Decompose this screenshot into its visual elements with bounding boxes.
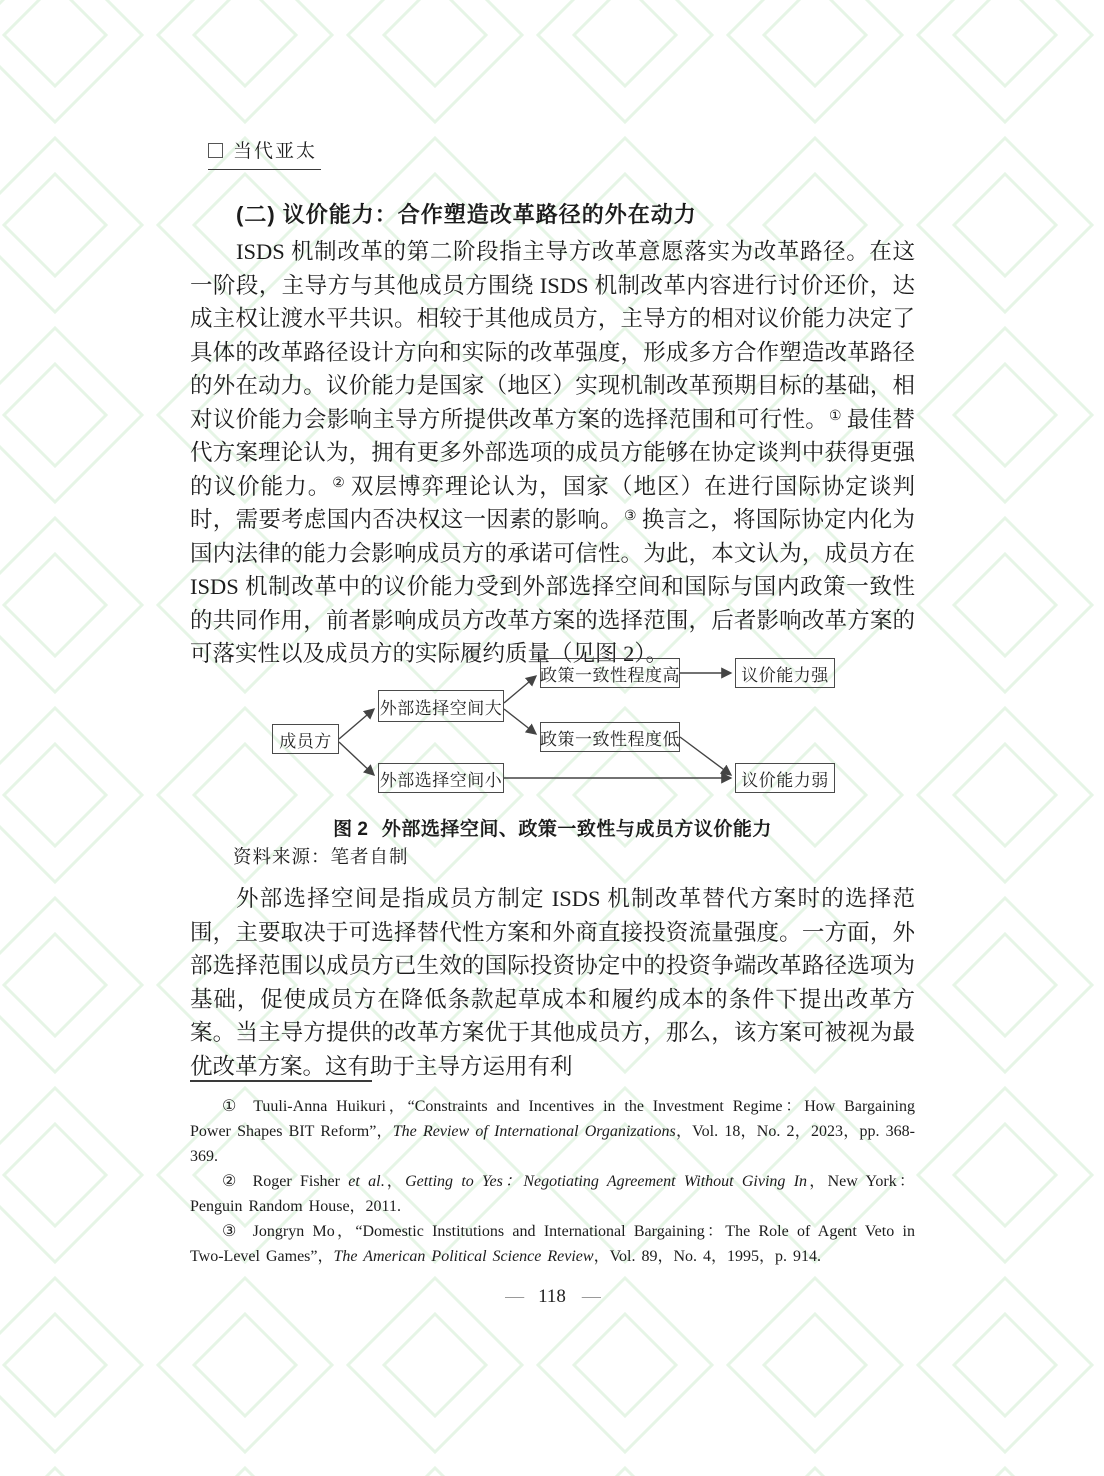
- page-number-value: 118: [538, 1286, 566, 1307]
- footnote-ref-3: ③: [623, 509, 637, 524]
- diagram-node-external-space-large: 外部选择空间大: [378, 690, 504, 722]
- footnote-text-italic: The Review of International Organizations: [392, 1123, 676, 1140]
- paragraph-1-text: ISDS 机制改革的第二阶段指主导方改革意愿落实为改革路径。在这一阶段，主导方与其他成员方围绕 ISDS 机制改革内容进行讨价还价，达成主权让渡水平共识。相较于其他成员方，主导方的相对议价能力决定了具体的改革路径设计方向和实际的改革强度，形成多方合作塑造改革路径的外在动力。议价能力是国家（地区）实现机制改革预期目标的基础，相对议价能力会影响主导方所提供改革方案的选择范围和可行性。: [190, 239, 915, 432]
- page-number: [0, 1286, 1104, 1308]
- figure-caption-label: 图 2: [333, 819, 368, 840]
- footnote-item-1: [190, 1094, 915, 1169]
- diagram-node-member: 成员方: [272, 724, 339, 754]
- diagram-node-policy-consistency-high: 政策一致性程度高: [540, 658, 680, 688]
- figure-caption-title: 外部选择空间、政策一致性与成员方议价能力: [381, 819, 772, 840]
- square-marker-icon: [208, 143, 223, 158]
- paragraph-2: 外部选择空间是指成员方制定 ISDS 机制改革替代方案时的选择范围，主要取决于可选择替代性方案和外商直接投资流量强度。一方面，外部选择范围以成员方已生效的国际投资协定中的投资争端改革路径选项为基础，促使成员方在降低条款起草成本和履约成本的条件下提出改革方案。当主导方提供的改革方案优于其他成员方，那么，该方案可被视为最优改革方案。这有助于主导方运用有利: [190, 886, 915, 1079]
- section-heading: (二) 议价能力：合作塑造改革路径的外在动力: [236, 202, 697, 227]
- journal-running-head: [208, 136, 321, 170]
- footnote-text: Jongryn Mo，“Domestic Institutions and International Bargaining：The Role of Agent Veto in Two-Level Games”，: [190, 1223, 915, 1265]
- footnote-text: .，: [380, 1173, 406, 1190]
- figure-2-diagram: [190, 648, 915, 808]
- footnote-item-3: [190, 1219, 915, 1269]
- paragraph-1-text: 换言之，将国际协定内化为国内法律的能力会影响成员方的承诺可信性。为此，本文认为，成员方在 ISDS 机制改革中的议价能力受到外部选择空间和国际与国内政策一致性的共同作用，前者影响成员方改革方案的选择范围，后者影响改革方案的可落实性以及成员方的实际履约质量（见图 2）。: [190, 507, 915, 666]
- diagram-node-policy-consistency-low: 政策一致性程度低: [540, 722, 680, 752]
- footnote-item-2: [190, 1169, 915, 1219]
- footnote-text-italic: Getting to Yes：Negotiating Agreement Without Giving In: [405, 1173, 808, 1190]
- paragraph-1-text: 双层博弈理论认为，国家（地区）在进行国际协定谈判时，需要考虑国内否决权这一因素的影响。: [190, 473, 915, 532]
- footnote-text: Roger Fisher: [252, 1173, 349, 1190]
- footnote-ref-1: ①: [829, 408, 842, 424]
- footnote-text-italic: et al: [348, 1173, 381, 1190]
- footnote-text: ，New York：Penguin Random House，2011.: [190, 1173, 915, 1215]
- diagram-node-bargaining-strong: 议价能力强: [735, 658, 835, 688]
- page-number-dash-left: —: [505, 1286, 523, 1307]
- footnote-text: Tuuli-Anna Huikuri，“Constraints and Incentives in the Investment Regime：How Bargaining Power Shapes BIT Reform”，: [190, 1098, 915, 1140]
- footnote-text: ，Vol. 89，No. 4，1995，p. 914.: [593, 1248, 822, 1265]
- journal-title: 当代亚太: [233, 141, 318, 162]
- paragraph-1: [190, 235, 915, 671]
- footnote-text: ，Vol. 18，No. 2，2023，pp. 368-369.: [190, 1123, 915, 1165]
- paragraph-1-text: 最佳替代方案理论认为，拥有更多外部选项的成员方能够在协定谈判中获得更强的议价能力。: [190, 406, 915, 499]
- footnote-text-italic: The American Political Science Review: [333, 1248, 594, 1265]
- footnote-marker: ③: [222, 1223, 239, 1240]
- footnote-marker: ②: [222, 1173, 239, 1190]
- figure-caption: [190, 814, 915, 841]
- footnote-marker: ①: [222, 1098, 240, 1115]
- page-number-dash-right: —: [581, 1286, 599, 1307]
- footnote-separator: [190, 1080, 372, 1082]
- figure-source-note: 资料来源：笔者自制: [233, 848, 409, 868]
- footnote-ref-2: ②: [332, 475, 346, 491]
- diagram-node-bargaining-weak: 议价能力弱: [735, 763, 835, 793]
- footnotes: [190, 1094, 915, 1269]
- diagram-node-external-space-small: 外部选择空间小: [378, 763, 504, 793]
